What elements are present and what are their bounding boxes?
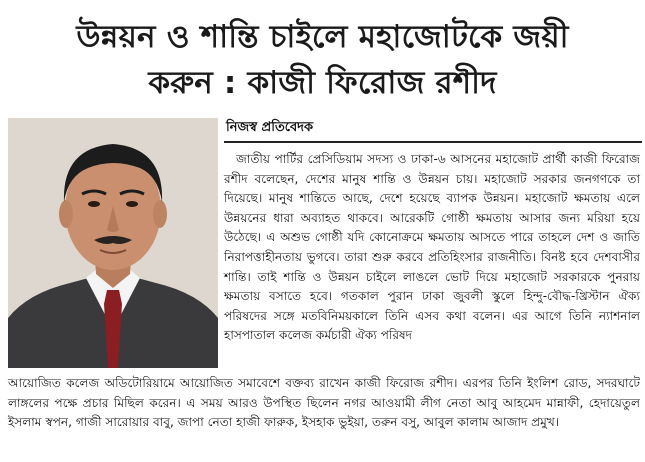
- byline-divider: [224, 141, 642, 143]
- portrait-photo: [8, 118, 218, 368]
- headline-line-2: করুন : কাজী ফিরোজ রশীদ: [148, 65, 497, 101]
- right-ear-shape: [153, 200, 167, 228]
- headline-line-1: উন্নয়ন ও শান্তি চাইলে মহাজোটকে জয়ী: [76, 19, 569, 55]
- left-ear-shape: [59, 200, 73, 228]
- eye-right: [126, 201, 138, 207]
- article-full-width-text: আয়োজিত কলেজ অডিটোরিয়ামে আয়োজিত সমাবেশে বক্তব্য রাখেন কাজী ফিরোজ রশীদ। এরপর তিনি ইংলিশ রোড, সদরঘাটে লাঙ্গলের পক্ষে প্রচার মিছিল করেন। এ সময় আরও উপস্থিত ছিলেন নগর আওয়ামী লীগ নেতা আবু আহমেদ মান্নাফী, হেদায়েতুল ইসলাম স্বপন, গাজী সারোয়ার বাবু, জাপা নেতা হাজী ফারুক, ইসহাক ভুইয়া, তরুন বসু, আবুল কালাম আজাদ প্রমুখ।: [8, 376, 640, 430]
- portrait-illustration: [8, 118, 218, 368]
- byline: নিজস্ব প্রতিবেদক: [226, 120, 314, 135]
- article-column-text: জাতীয় পার্টির প্রেসিডিয়াম সদস্য ও ঢাকা-৬ আসনের মহাজোট প্রার্থী কাজী ফিরোজ রশীদ বলেছেন, দেশের মানুষ শান্তি ও উন্নয়ন চায়। মহাজোট সরকার জনগণকে তা দিয়েছে। মানুষ শান্তিতে আছে, দেশে হয়েছে ব্যাপক উন্নয়ন। মহাজোট ক্ষমতায় এলে উন্নয়নের ধারা অব্যাহত থাকবে। আরেকটি গোষ্ঠী ক্ষমতায় আসার জন্য মরিয়া হয়ে উঠেছে। এ অশুভ গোষ্ঠী যদি কোনোক্রমে ক্ষমতায় আসতে পারে তাহলে দেশ ও জাতি নিরাপত্তাহীনতায় ভুগবে। তারা শুরু করবে প্রতিহিংসার রাজনীতি। বিনষ্ট হবে দেশবাসীর শান্তি। তাই শান্তি ও উন্নয়ন চাইলে লাঙলে ভোট দিয়ে মহাজোট সরকারকে পুনরায় ক্ষমতায় বসাতে হবে। গতকাল পুরান ঢাকা জুবলী স্কুলে হিন্দু-বৌদ্ধ-খ্রিস্টান ঐক্য পরিষদের সঙ্গে মতবিনিময়কালে তিনি এসব কথা বলেন। এর আগে তিনি ন্যাশনাল হাসপাতাল কলেজ কর্মচারী ঐক্য পরিষদ: [224, 152, 640, 343]
- eye-left: [88, 201, 100, 207]
- headline: [0, 14, 645, 106]
